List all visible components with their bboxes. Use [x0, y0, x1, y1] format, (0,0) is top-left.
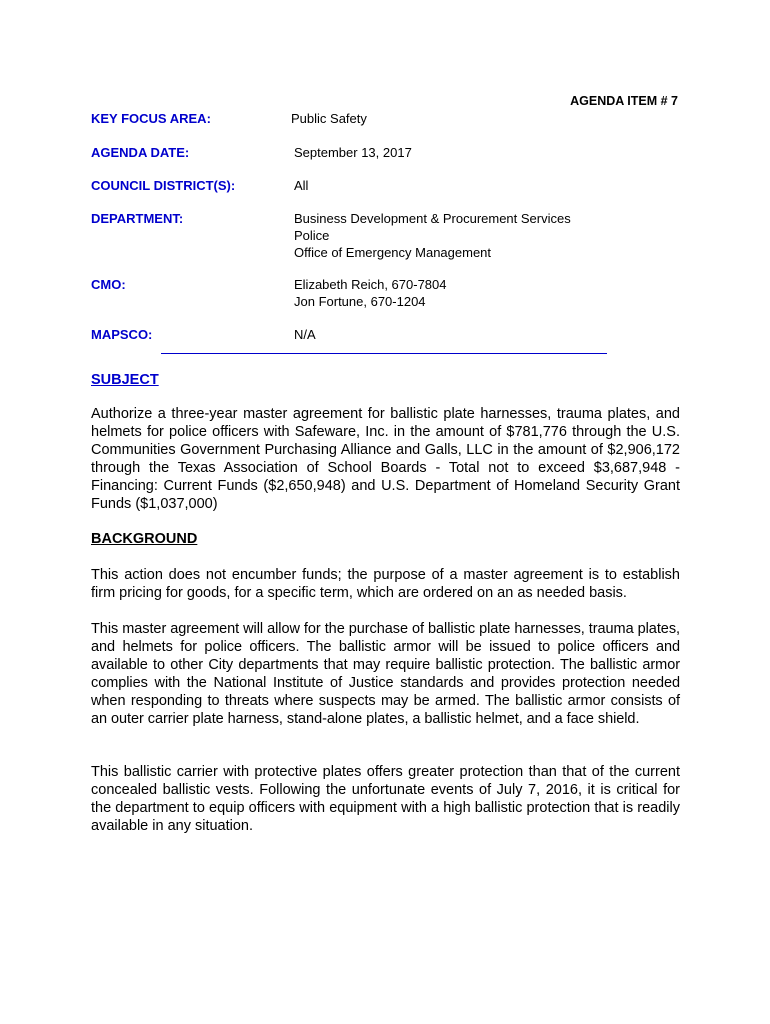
council-districts-text: All [294, 178, 309, 193]
council-districts-label: COUNCIL DISTRICT(S): [91, 178, 236, 193]
department-line: Business Development & Procurement Services [294, 211, 571, 226]
cmo-label: CMO: [91, 277, 126, 292]
background-paragraph: This ballistic carrier with protective plates offers greater protection than that of the current concealed ballistic vests. Following the unfortunate events of July 7, 2016, it is critical for the department to equip officers with equipment with a high ballistic protection that is readily available in any situation. [91, 764, 680, 834]
agenda-item-number: AGENDA ITEM # 7 [570, 94, 678, 108]
cmo-value [294, 276, 684, 310]
key-focus-area-text: Public Safety [291, 111, 367, 126]
department-line: Office of Emergency Management [294, 245, 492, 260]
department-label: DEPARTMENT: [91, 211, 184, 226]
cmo-line: Elizabeth Reich, 670-7804 [294, 277, 447, 292]
mapsco-value [294, 326, 684, 343]
department-value [294, 210, 684, 261]
agenda-date-value [294, 144, 684, 161]
council-districts-value [294, 177, 684, 194]
key-focus-area-label: KEY FOCUS AREA: [91, 111, 211, 126]
agenda-date-text: September 13, 2017 [294, 145, 412, 160]
background-paragraph: This action does not encumber funds; the purpose of a master agreement is to establish firm pricing for goods, for a specific term, which are ordered on an as needed basis. [91, 567, 680, 601]
background-paragraph: This master agreement will allow for the purchase of ballistic plate harnesses, trauma plates, and helmets for police officers. The ballistic armor will be issued to police officers and available to other City departments that may require ballistic protection. The ballistic armor complies with the National Institute of Justice standards and provides protection needed when responding to threats where suspects may be armed. The ballistic armor consists of an outer carrier plate harness, stand-alone plates, a ballistic helmet, and a face shield. [91, 621, 680, 727]
agenda-date-label: AGENDA DATE: [91, 145, 190, 160]
department-line: Police [294, 228, 330, 243]
cmo-line: Jon Fortune, 670-1204 [294, 294, 426, 309]
subject-heading: SUBJECT [91, 372, 159, 388]
mapsco-text: N/A [294, 327, 316, 342]
mapsco-label: MAPSCO: [91, 327, 153, 342]
header-divider [161, 353, 607, 354]
key-focus-area-value [291, 110, 681, 127]
subject-text: Authorize a three-year master agreement for ballistic plate harnesses, trauma plates, and helmets for police officers with Safeware, Inc. in the amount of $781,776 through the U.S. Communities Government Purchasing Alliance and Galls, LLC in the amount of $2,906,172 through the Texas Association of School Boards - Total not to exceed $3,687,948 - Financing: Current Funds ($2,650,948) and U.S. Department of Homeland Security Grant Funds ($1,037,000) [91, 406, 680, 512]
background-heading: BACKGROUND [91, 531, 198, 547]
